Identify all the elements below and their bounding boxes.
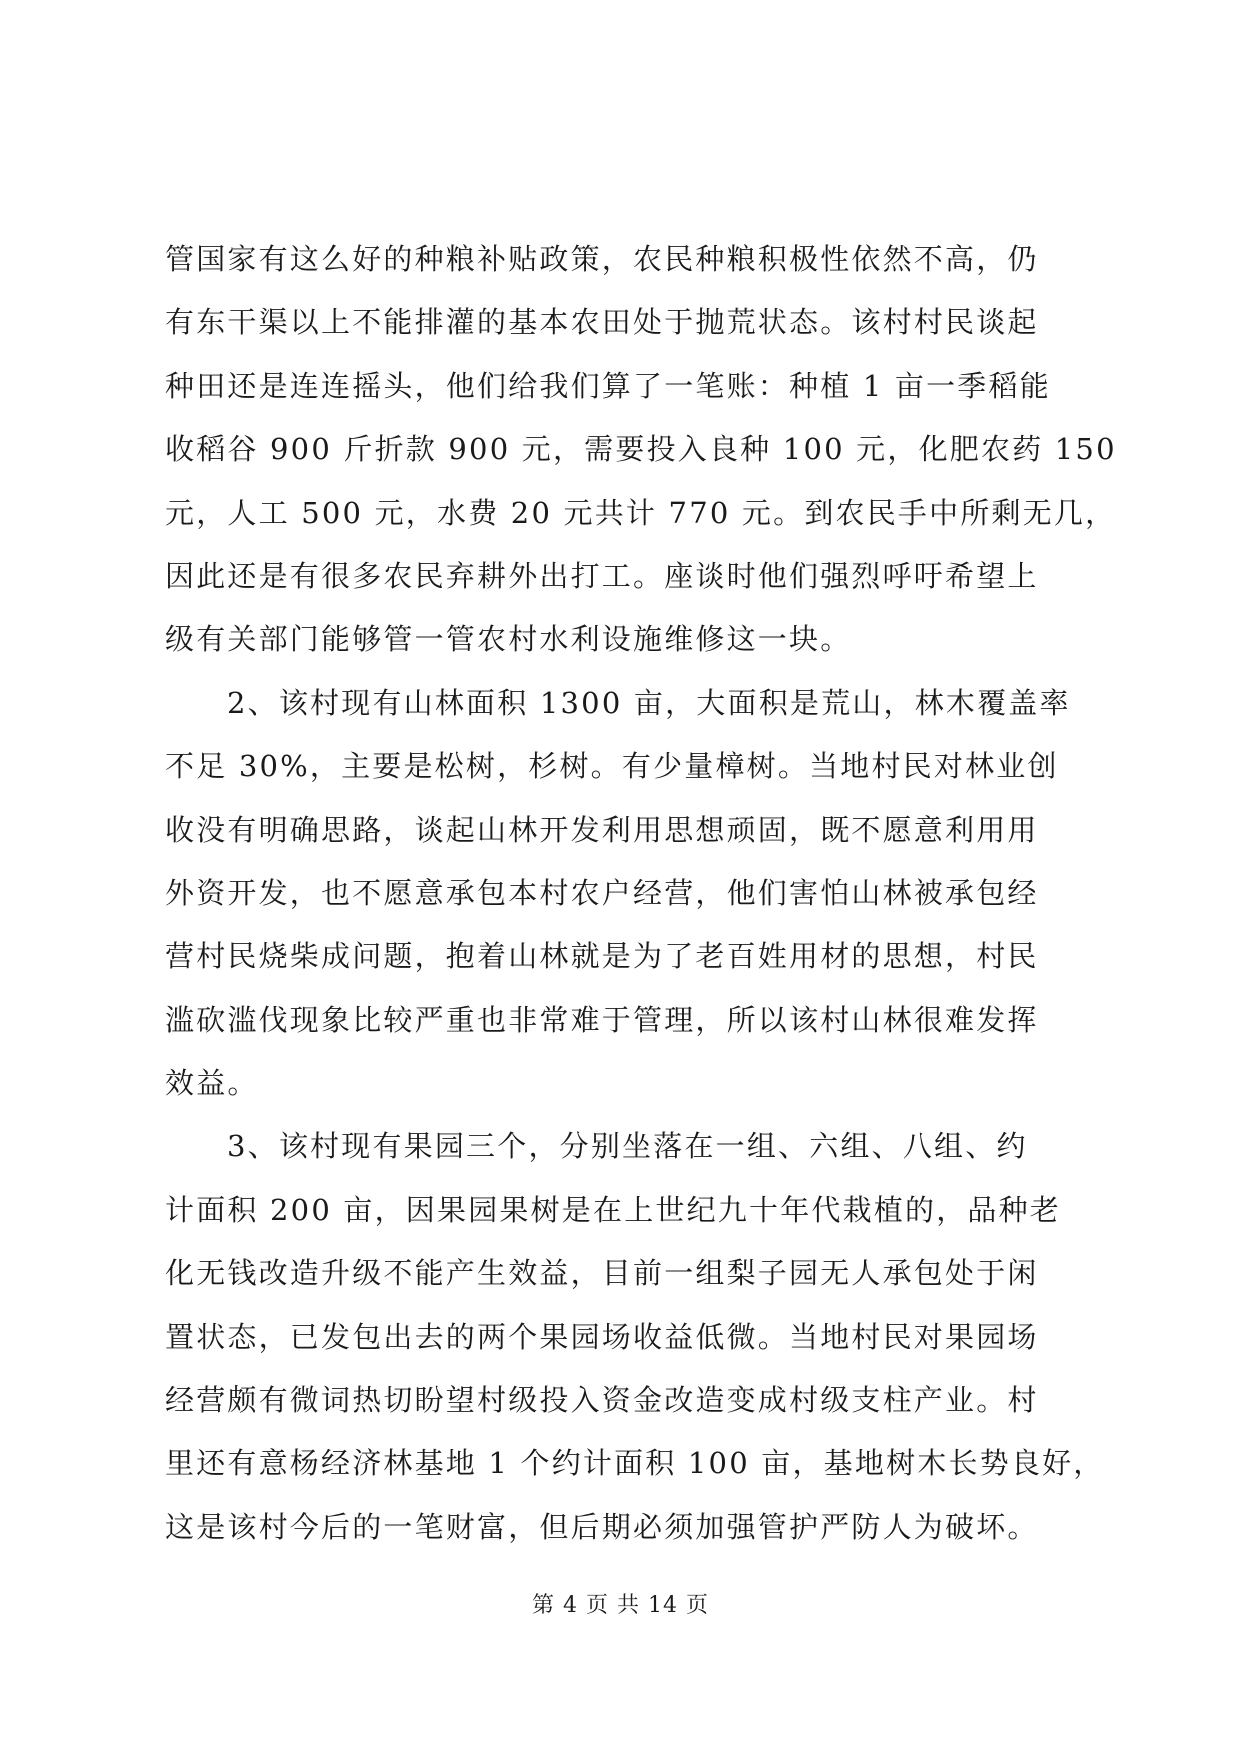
paragraph-1	[165, 228, 1117, 672]
text-line: 级有关部门能够管一管农村水利设施维修这一块。	[165, 622, 852, 657]
document-body	[165, 228, 1117, 1559]
text-line: 收没有明确思路，谈起山林开发利用思想顽固，既不愿意利用用	[165, 812, 1039, 847]
text-line: 经营颇有微词热切盼望村级投入资金改造变成村级支柱产业。村	[165, 1383, 1039, 1418]
text-line: 计面积 200 亩，因果园果树是在上世纪九十年代栽植的，品种老	[165, 1192, 1061, 1227]
paragraph-2	[165, 672, 1085, 1116]
text-line: 置状态，已发包出去的两个果园场收益低微。当地村民对果园场	[165, 1319, 1039, 1354]
text-line: 不足 30%，主要是松树，杉树。有少量樟树。当地村民对林业创	[165, 749, 1059, 784]
paragraph-3	[165, 1115, 1105, 1559]
text-line: 3、该村现有果园三个，分别坐落在一组、六组、八组、约	[227, 1129, 1028, 1164]
text-line: 收稻谷 900 斤折款 900 元，需要投入良种 100 元，化肥农药 150	[165, 432, 1117, 467]
text-line: 里还有意杨经济林基地 1 个约计面积 100 亩，基地树木长势良好，	[165, 1446, 1105, 1481]
text-line: 管国家有这么好的种粮补贴政策，农民种粮积极性依然不高，仍	[165, 242, 1039, 276]
page-number-footer: 第 4 页 共 14 页	[532, 1593, 709, 1618]
text-line: 这是该村今后的一笔财富，但后期必须加强管护严防人为破坏。	[165, 1509, 1039, 1544]
text-line: 因此还是有很多农民弃耕外出打工。座谈时他们强烈呼吁希望上	[165, 558, 1039, 593]
text-line: 有东干渠以上不能排灌的基本农田处于抛荒状态。该村村民谈起	[165, 305, 1039, 340]
text-line: 外资开发，也不愿意承包本村农户经营，他们害怕山林被承包经	[165, 875, 1039, 910]
text-line: 滥砍滥伐现象比较严重也非常难于管理，所以该村山林很难发挥	[165, 1002, 1039, 1037]
text-line: 营村民烧柴成问题，抱着山林就是为了老百姓用材的思想，村民	[165, 939, 1039, 974]
text-line: 元，人工 500 元，水费 20 元共计 770 元。到农民手中所剩无几，	[165, 495, 1117, 530]
text-line: 效益。	[165, 1066, 259, 1101]
text-line: 种田还是连连摇头，他们给我们算了一笔账：种植 1 亩一季稻能	[165, 368, 1051, 403]
text-line: 2、该村现有山林面积 1300 亩，大面积是荒山，林木覆盖率	[227, 685, 1071, 720]
text-line: 化无钱改造升级不能产生效益，目前一组梨子园无人承包处于闲	[165, 1256, 1039, 1291]
